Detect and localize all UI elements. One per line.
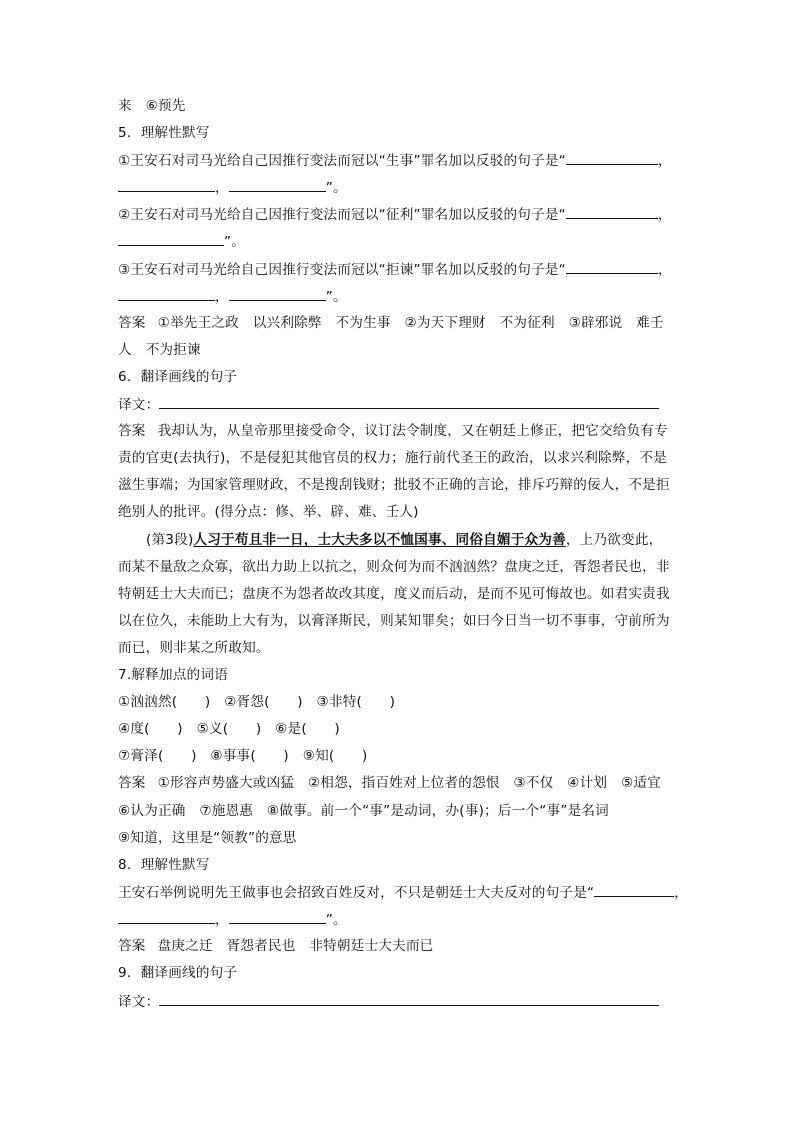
answer-6-cont: 绝别人的批评。(得分点：修、举、辟、难、壬人)	[118, 504, 419, 520]
question-8-title: 8．理解性默写	[118, 857, 210, 873]
translation-line-9: 译文：	[118, 993, 659, 1010]
answer-blank[interactable]	[566, 261, 658, 274]
question-5-item-1-cont: ， ”。	[118, 179, 347, 196]
passage-line: 以在位久，未能助上大有为，以膏泽斯民，则某知罪矣；如曰今日当一切不事事，守前所为	[118, 613, 670, 629]
answer-7-cont: ⑨知道，这里是“领教”的意思	[118, 830, 297, 846]
answer-blank[interactable]	[594, 884, 674, 897]
answer-blank[interactable]	[229, 179, 326, 192]
question-9-title: 9．翻译画线的句子	[118, 965, 238, 981]
question-5-title: 5．理解性默写	[118, 125, 210, 141]
answer-label: 答案	[118, 938, 146, 954]
translation-line-6: 译文：	[118, 396, 659, 413]
underlined-sentence: 人习于苟且非一日，士大夫多以不恤国事、同俗自媚于众为善	[193, 532, 566, 548]
answer-label: 答案	[118, 775, 146, 791]
translation-blank[interactable]	[159, 396, 659, 409]
question-6-title: 6．翻译画线的句子	[118, 369, 238, 385]
answer-blank[interactable]	[118, 179, 215, 192]
question-8-item-cont: ， ”。	[118, 911, 347, 928]
answer-label: 答案	[118, 315, 146, 331]
answer-blank[interactable]	[118, 288, 215, 301]
question-7-title: 7.解释加点的词语	[118, 667, 228, 683]
answer-blank[interactable]	[566, 152, 658, 165]
answer-blank[interactable]	[229, 911, 326, 924]
text-line: 来 ⑥预先	[118, 98, 186, 114]
passage-line: 特朝廷士大夫而已；盘庚不为怨者故改其度，度义而后动，是而不见可悔故也。如君实责我	[118, 586, 670, 602]
answer-blank[interactable]	[566, 206, 658, 219]
question-5-item-3: ③王安石对司马光给自己因推行变法而冠以“拒谏”罪名加以反驳的句子是“ ，	[118, 262, 672, 278]
passage-paragraph-3: (第3段)人习于苟且非一日，士大夫多以不恤国事、同俗自媚于众为善，上乃欲变此，	[146, 532, 663, 548]
question-5-item-2: ②王安石对司马光给自己因推行变法而冠以“征利”罪名加以反驳的句子是“ ，	[118, 207, 672, 223]
answer-6-cont: 责的官吏(去执行)，不是侵犯其他官员的权力；施行前代圣王的政治，以求兴利除弊，不是	[118, 450, 667, 466]
answer-7-cont: ⑥认为正确 ⑦施恩惠 ⑧做事。前一个“事”是动词，办(事)；后一个“事”是名词	[118, 803, 609, 819]
answer-blank[interactable]	[118, 233, 224, 246]
translation-blank[interactable]	[159, 993, 659, 1006]
answer-8: 答案 盘庚之迁 胥怨者民也 非特朝廷士大夫而已	[118, 938, 434, 954]
question-5-item-2-cont: ”。	[118, 233, 245, 250]
question-7-row-1: ①汹汹然( ) ②胥怨( ) ③非特( )	[118, 694, 396, 710]
passage-line: 而已，则非某之所敢知。	[118, 640, 270, 656]
answer-label: 答案	[118, 423, 146, 439]
answer-7: 答案 ①形容声势盛大或凶猛 ②相怨，指百姓对上位者的怨恨 ③不仅 ④计划 ⑤适宜	[118, 775, 661, 791]
passage-line: 而某不量敌之众寡，欲出力助上以抗之，则众何为而不汹汹然？盘庚之迁，胥怨者民也，非	[118, 559, 670, 575]
question-8-item: 王安石举例说明先王做事也会招致百姓反对，不只是朝廷士大夫反对的句子是“ ，	[118, 885, 689, 901]
answer-6-cont: 滋生事端；为国家管理财政，不是搜刮钱财；批驳不正确的言论，排斥巧辩的佞人，不是拒	[118, 477, 670, 493]
answer-5-cont: 人 不为拒谏	[118, 342, 201, 358]
question-7-row-2: ④度( ) ⑤义( ) ⑥是( )	[118, 721, 340, 737]
question-7-row-3: ⑦膏泽( ) ⑧事事( ) ⑨知( )	[118, 748, 368, 764]
question-5-item-1: ①王安石对司马光给自己因推行变法而冠以“生事”罪名加以反驳的句子是“ ，	[118, 153, 672, 169]
answer-6: 答案 我却认为，从皇帝那里接受命令，议订法令制度，又在朝廷上修正，把它交给负有专	[118, 423, 668, 439]
question-5-item-3-cont: ， ”。	[118, 288, 347, 305]
answer-5: 答案 ①举先王之政 以兴利除弊 不为生事 ②为天下理财 不为征利 ③辟邪说 难壬	[118, 315, 664, 331]
answer-blank[interactable]	[229, 288, 326, 301]
answer-blank[interactable]	[118, 911, 215, 924]
